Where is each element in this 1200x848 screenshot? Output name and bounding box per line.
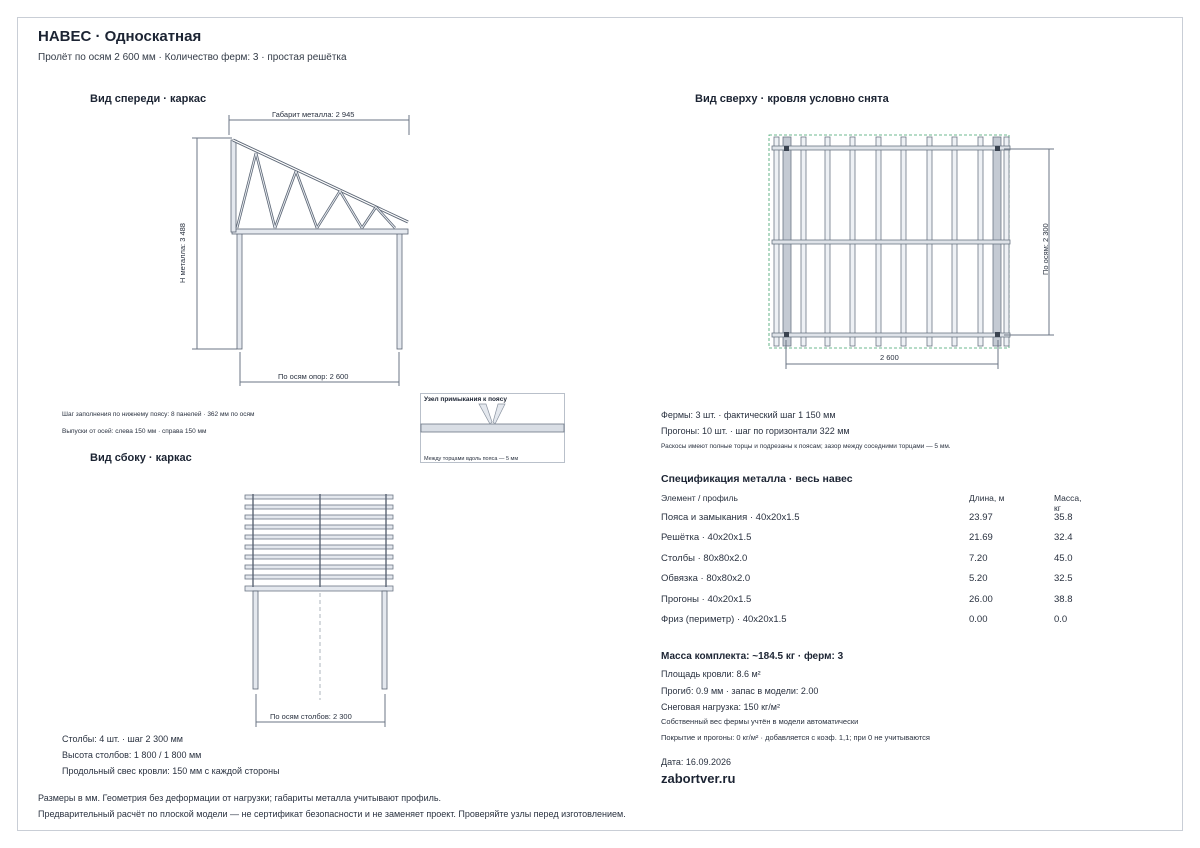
top-note-purlins: Прогоны: 10 шт. · шаг по горизонтали 322 мм <box>661 426 850 436</box>
table-row <box>661 512 1081 528</box>
spec-cell-length: 0.00 <box>969 614 988 625</box>
spec-cell-mass: 35.8 <box>1054 512 1073 523</box>
spec-cell-element: Фриз (периметр) · 40x20x1.5 <box>661 614 787 625</box>
top-view-heading: Вид сверху · кровля условно снята <box>695 93 889 105</box>
spec-col-mass: Масса, кг <box>1054 493 1082 513</box>
spec-header-row <box>661 493 1082 513</box>
spec-col-element: Элемент / профиль <box>661 493 738 503</box>
spec-cell-length: 23.97 <box>969 512 993 523</box>
spec-deflection: Прогиб: 0.9 мм · запас в модели: 2.00 <box>661 686 819 696</box>
spec-cell-element: Столбы · 80x80x2.0 <box>661 553 748 564</box>
spec-snow-load: Снеговая нагрузка: 150 кг/м² <box>661 702 780 712</box>
spec-cell-element: Пояса и замыкания · 40x20x1.5 <box>661 512 800 523</box>
page-title: НАВЕС · Односкатная <box>38 28 202 45</box>
brand-link[interactable]: zabortver.ru <box>661 771 736 786</box>
side-note-overhang: Продольный свес кровли: 150 мм с каждой стороны <box>62 766 280 776</box>
front-note-overhang: Выпуски от осей: слева 150 мм · справа 150 мм <box>62 428 207 435</box>
top-note-small: Раскосы имеют полные торцы и подрезаны к поясам; зазор между соседними торцами — 5 мм. <box>661 443 951 450</box>
spec-cell-element: Решётка · 40x20x1.5 <box>661 532 752 543</box>
spec-cell-mass: 45.0 <box>1054 553 1073 564</box>
top-dim-right: По осям: 2 300 <box>1041 223 1050 275</box>
spec-cell-length: 7.20 <box>969 553 988 564</box>
front-note-fill: Шаг заполнения по нижнему поясу: 8 панелей · 362 мм по осям <box>62 411 255 418</box>
spec-cell-mass: 38.8 <box>1054 594 1073 605</box>
spec-col-length: Длина, м <box>969 493 1005 503</box>
spec-heading: Спецификация металла · весь навес <box>661 473 853 485</box>
table-row <box>661 614 1081 630</box>
spec-self-weight-note: Собственный вес фермы учтён в модели автоматически <box>661 717 859 726</box>
spec-total: Масса комплекта: ~184.5 кг · ферм: 3 <box>661 651 844 662</box>
spec-cell-element: Обвязка · 80x80x2.0 <box>661 573 751 584</box>
spec-cell-length: 5.20 <box>969 573 988 584</box>
spec-cell-element: Прогоны · 40x20x1.5 <box>661 594 752 605</box>
table-row <box>661 594 1081 610</box>
side-dim-bottom: По осям столбов: 2 300 <box>270 712 352 721</box>
node-detail-caption: Между торцами вдоль пояса — 5 мм <box>424 456 519 462</box>
top-note-trusses: Фермы: 3 шт. · фактический шаг 1 150 мм <box>661 410 836 420</box>
spec-cell-mass: 32.5 <box>1054 573 1073 584</box>
top-trusses <box>772 146 1010 337</box>
page-subtitle: Пролёт по осям 2 600 мм · Количество ферм: 3 · простая решётка <box>38 52 347 63</box>
side-note-posts: Столбы: 4 шт. · шаг 2 300 мм <box>62 734 183 744</box>
front-dim-top: Габарит металла: 2 945 <box>272 110 355 119</box>
footer-disclaimer: Предварительный расчёт по плоской модели — не сертификат безопасности и не заменяет проект. Проверяйте узлы перед изготовлением. <box>38 809 626 819</box>
top-dim-bottom: 2 600 <box>880 353 899 362</box>
front-dim-height: H металла: 3 488 <box>178 223 187 283</box>
table-row <box>661 573 1081 589</box>
spec-cover-note: Покрытие и прогоны: 0 кг/м² · добавляется с коэф. 1,1; при 0 не учитываются <box>661 733 930 742</box>
spec-cell-mass: 0.0 <box>1054 614 1068 625</box>
spec-roof-area: Площадь кровли: 8.6 м² <box>661 669 761 679</box>
front-view-heading: Вид спереди · каркас <box>90 93 207 105</box>
table-row <box>661 553 1081 569</box>
table-row <box>661 532 1081 548</box>
spec-cell-length: 26.00 <box>969 594 993 605</box>
front-dim-bottom: По осям опор: 2 600 <box>278 372 349 381</box>
node-detail-title: Узел примыкания к поясу <box>424 396 507 403</box>
spec-cell-length: 21.69 <box>969 532 993 543</box>
side-note-height: Высота столбов: 1 800 / 1 800 мм <box>62 750 202 760</box>
spec-cell-mass: 32.4 <box>1054 532 1073 543</box>
document-date: Дата: 16.09.2026 <box>661 757 731 767</box>
footer-note-dimensions: Размеры в мм. Геометрия без деформации от нагрузки; габариты металла учитывают профиль. <box>38 793 442 803</box>
side-view-heading: Вид сбоку · каркас <box>90 452 192 464</box>
